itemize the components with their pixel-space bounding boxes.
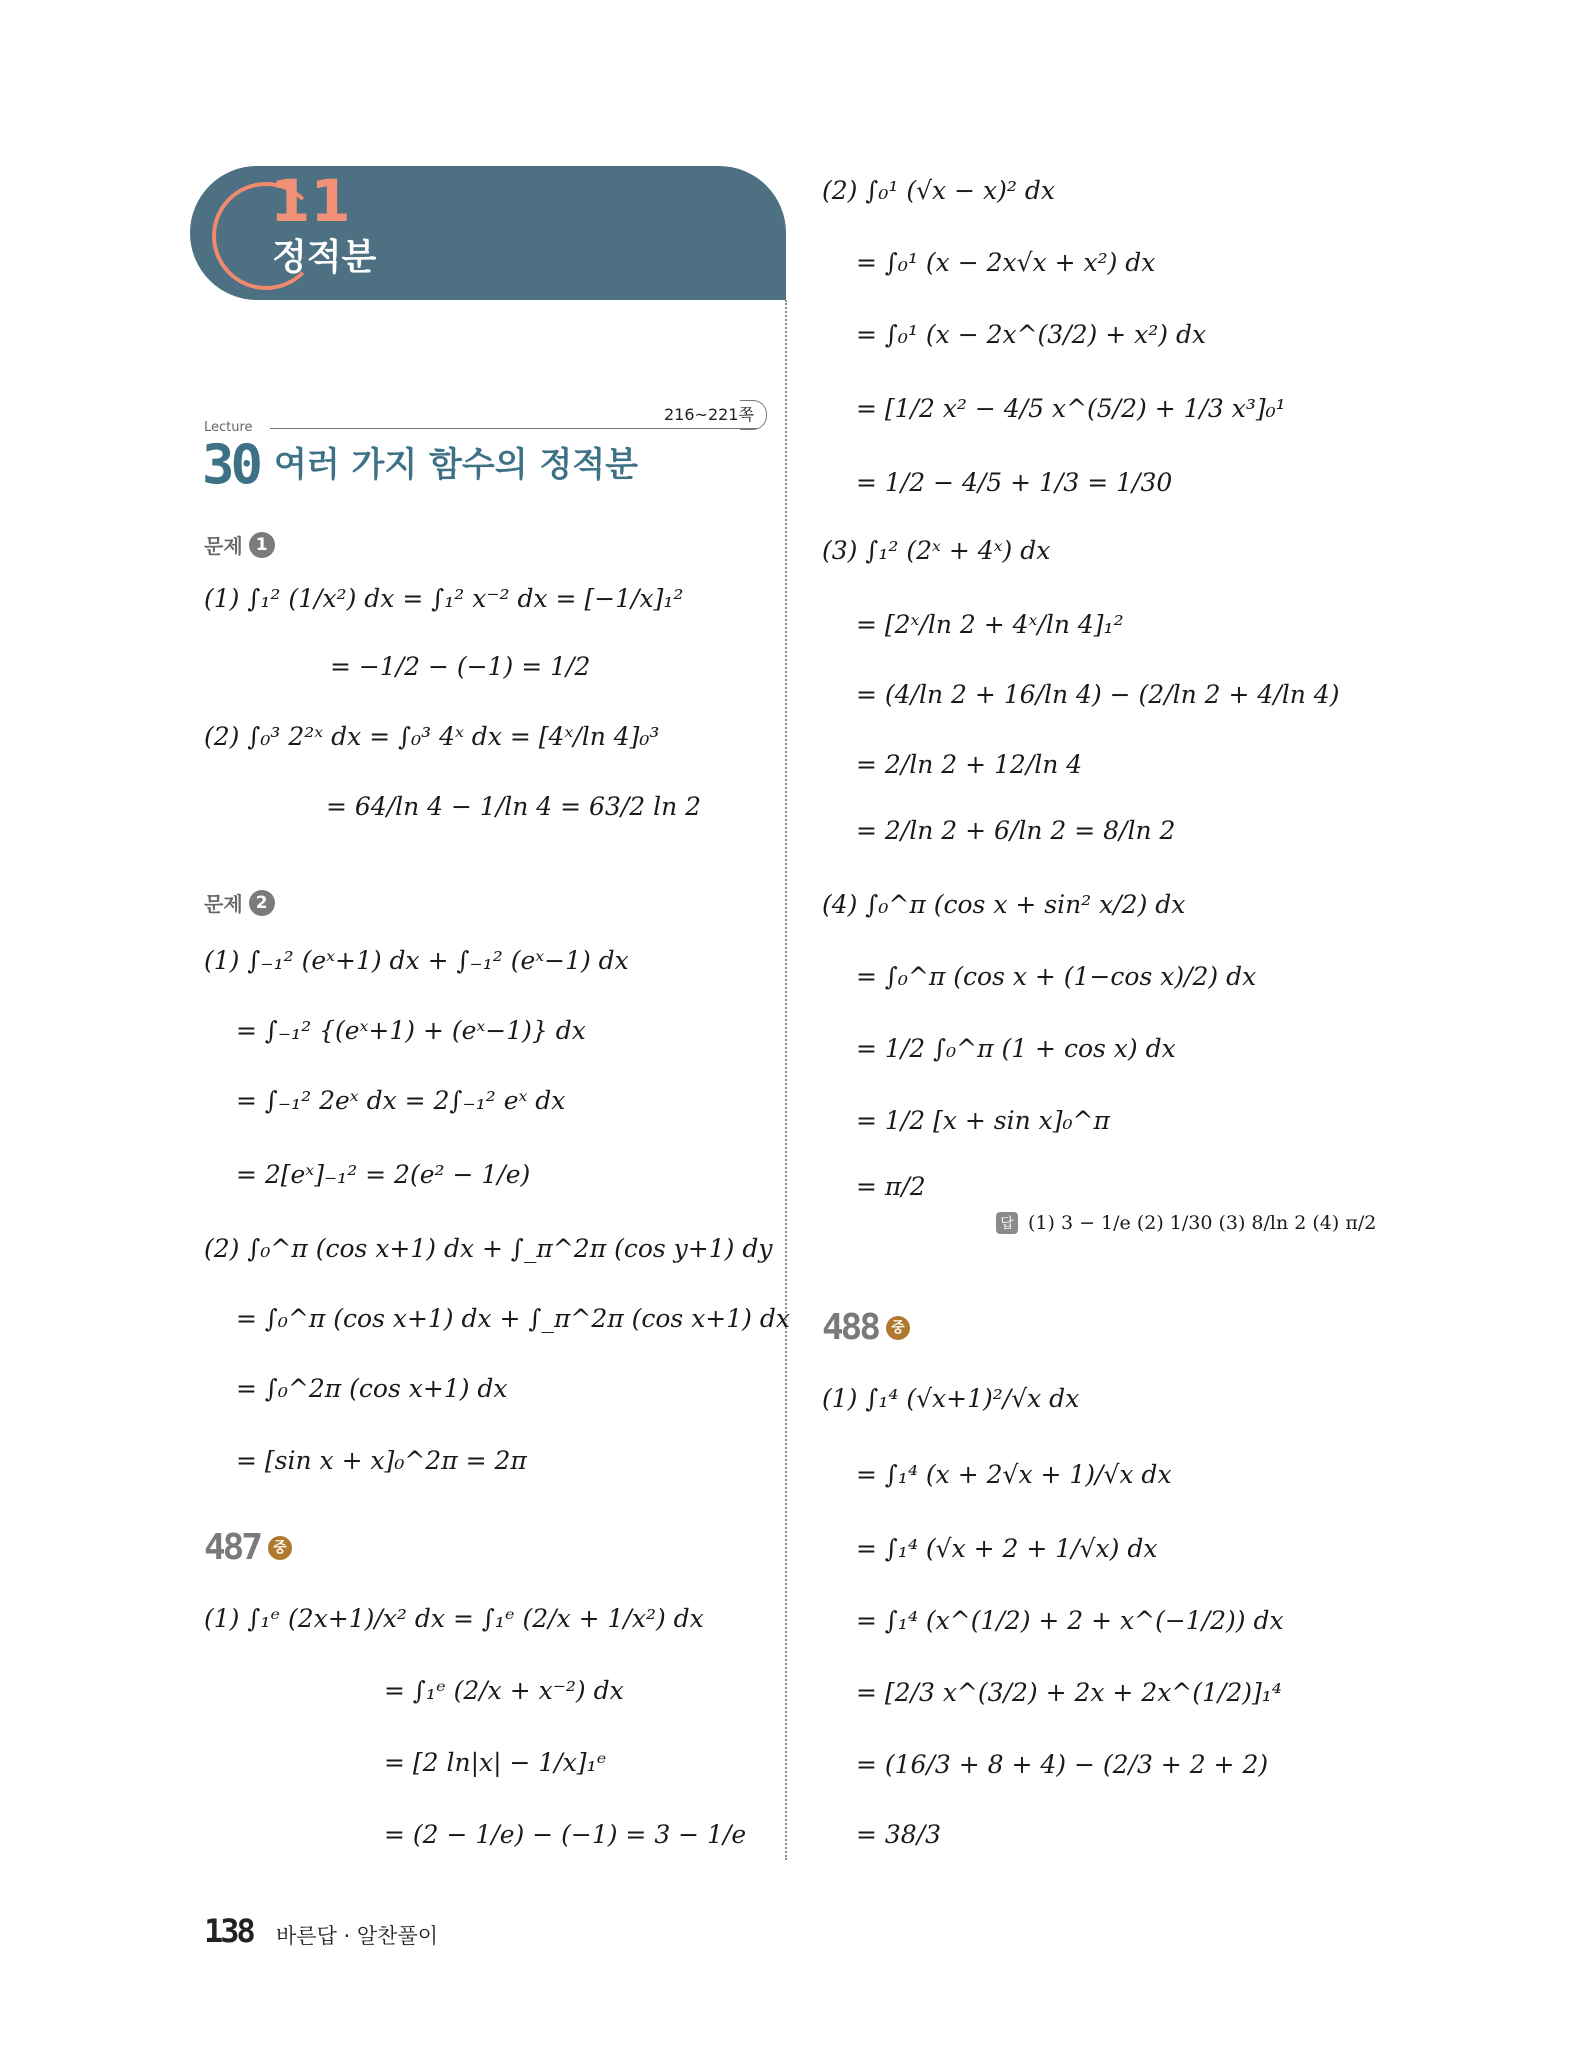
chapter-title: 정적분 (272, 237, 377, 278)
right-line-3: = ∫₀¹ (x − 2x^(3/2) + x²) dx (856, 320, 1207, 349)
right-line-10: = 2/ln 2 + 6/ln 2 = 8/ln 2 (856, 816, 1176, 845)
exercise-487-line-2: = ∫₁ᵉ (2/x + x⁻²) dx (384, 1676, 624, 1705)
problem-2-line-4: = 2[eˣ]₋₁² = 2(e² − 1/e) (236, 1160, 531, 1189)
problem-1-label (204, 530, 275, 559)
problem-2-line-3: = ∫₋₁² 2eˣ dx = 2∫₋₁² eˣ dx (236, 1086, 566, 1115)
exercise-488-number (822, 1307, 910, 1348)
exercise-488-line-6: = (16/3 + 8 + 4) − (2/3 + 2 + 2) (856, 1750, 1269, 1779)
problem-1-line-1: (1) ∫₁² (1/x²) dx = ∫₁² x⁻² dx = [−1/x]₁² (204, 584, 684, 613)
right-line-9: = 2/ln 2 + 12/ln 4 (856, 750, 1083, 779)
problem-1-line-3: (2) ∫₀³ 2²ˣ dx = ∫₀³ 4ˣ dx = [4ˣ/ln 4]₀³ (204, 722, 660, 751)
exercise-488-line-2: = ∫₁⁴ (x + 2√x + 1)/√x dx (856, 1460, 1172, 1489)
lecture-page-range: 216~221쪽 (664, 405, 754, 424)
exercise-487-label: 487 (204, 1527, 261, 1568)
problem-1-badge: 1 (249, 532, 275, 558)
exercise-488-line-5: = [2/3 x^(3/2) + 2x + 2x^(1/2)]₁⁴ (856, 1678, 1282, 1707)
lecture-number: 30 (202, 433, 260, 496)
problem-2-label (204, 888, 275, 917)
exercise-487-line-4: = (2 − 1/e) − (−1) = 3 − 1/e (384, 1820, 747, 1849)
right-line-12: = ∫₀^π (cos x + (1−cos x)/2) dx (856, 962, 1257, 991)
answer-text: (1) 3 − 1/e (2) 1/30 (3) 8/ln 2 (4) π/2 (1028, 1212, 1377, 1234)
problem-2-line-5: (2) ∫₀^π (cos x+1) dx + ∫_π^2π (cos y+1) dy (204, 1234, 773, 1263)
right-line-14: = 1/2 [x + sin x]₀^π (856, 1106, 1110, 1135)
exercise-488-difficulty: 중 (886, 1316, 910, 1340)
problem-2-line-8: = [sin x + x]₀^2π = 2π (236, 1446, 527, 1475)
problem-2-badge: 2 (249, 890, 275, 916)
problem-1-line-2: = −1/2 − (−1) = 1/2 (330, 652, 591, 681)
problem-2-line-7: = ∫₀^2π (cos x+1) dx (236, 1374, 508, 1403)
exercise-488-label: 488 (822, 1307, 879, 1348)
exercise-488-line-3: = ∫₁⁴ (√x + 2 + 1/√x) dx (856, 1534, 1158, 1563)
problem-2-text: 문제 (204, 892, 243, 916)
exercise-487-number (204, 1527, 292, 1568)
right-line-2: = ∫₀¹ (x − 2x√x + x²) dx (856, 248, 1156, 277)
problem-2-line-6: = ∫₀^π (cos x+1) dx + ∫_π^2π (cos x+1) dx (236, 1304, 790, 1333)
chapter-number: 11 (270, 167, 351, 235)
exercise-488-line-4: = ∫₁⁴ (x^(1/2) + 2 + x^(−1/2)) dx (856, 1606, 1284, 1635)
right-line-13: = 1/2 ∫₀^π (1 + cos x) dx (856, 1034, 1176, 1063)
problem-1-text: 문제 (204, 534, 243, 558)
right-line-1: (2) ∫₀¹ (√x − x)² dx (822, 176, 1055, 205)
answer-badge: 답 (996, 1212, 1018, 1234)
book-title: 바른답 · 알찬풀이 (276, 1924, 439, 1948)
right-line-4: = [1/2 x² − 4/5 x^(5/2) + 1/3 x³]₀¹ (856, 394, 1286, 423)
right-line-11: (4) ∫₀^π (cos x + sin² x/2) dx (822, 890, 1186, 919)
lecture-rule (270, 428, 758, 429)
lecture-label: Lecture (204, 420, 253, 435)
exercise-487-line-3: = [2 ln|x| − 1/x]₁ᵉ (384, 1748, 607, 1777)
lecture-title: 여러 가지 함수의 정적분 (274, 445, 638, 485)
answer-line (996, 1212, 1376, 1234)
right-line-8: = (4/ln 2 + 16/ln 4) − (2/ln 2 + 4/ln 4) (856, 680, 1340, 709)
exercise-487-line-1: (1) ∫₁ᵉ (2x+1)/x² dx = ∫₁ᵉ (2/x + 1/x²) dx (204, 1604, 704, 1633)
page-number: 138 (204, 1912, 253, 1950)
exercise-488-line-1: (1) ∫₁⁴ (√x+1)²/√x dx (822, 1384, 1080, 1413)
right-line-7: = [2ˣ/ln 2 + 4ˣ/ln 4]₁² (856, 610, 1124, 639)
problem-1-line-4: = 64/ln 4 − 1/ln 4 = 63/2 ln 2 (326, 792, 702, 821)
right-line-5: = 1/2 − 4/5 + 1/3 = 1/30 (856, 468, 1173, 497)
column-divider (785, 300, 787, 1860)
problem-2-line-2: = ∫₋₁² {(eˣ+1) + (eˣ−1)} dx (236, 1016, 586, 1045)
right-line-15: = π/2 (856, 1172, 926, 1201)
exercise-487-difficulty: 중 (268, 1536, 292, 1560)
exercise-488-line-7: = 38/3 (856, 1820, 942, 1849)
right-line-6: (3) ∫₁² (2ˣ + 4ˣ) dx (822, 536, 1051, 565)
problem-2-line-1: (1) ∫₋₁² (eˣ+1) dx + ∫₋₁² (eˣ−1) dx (204, 946, 629, 975)
